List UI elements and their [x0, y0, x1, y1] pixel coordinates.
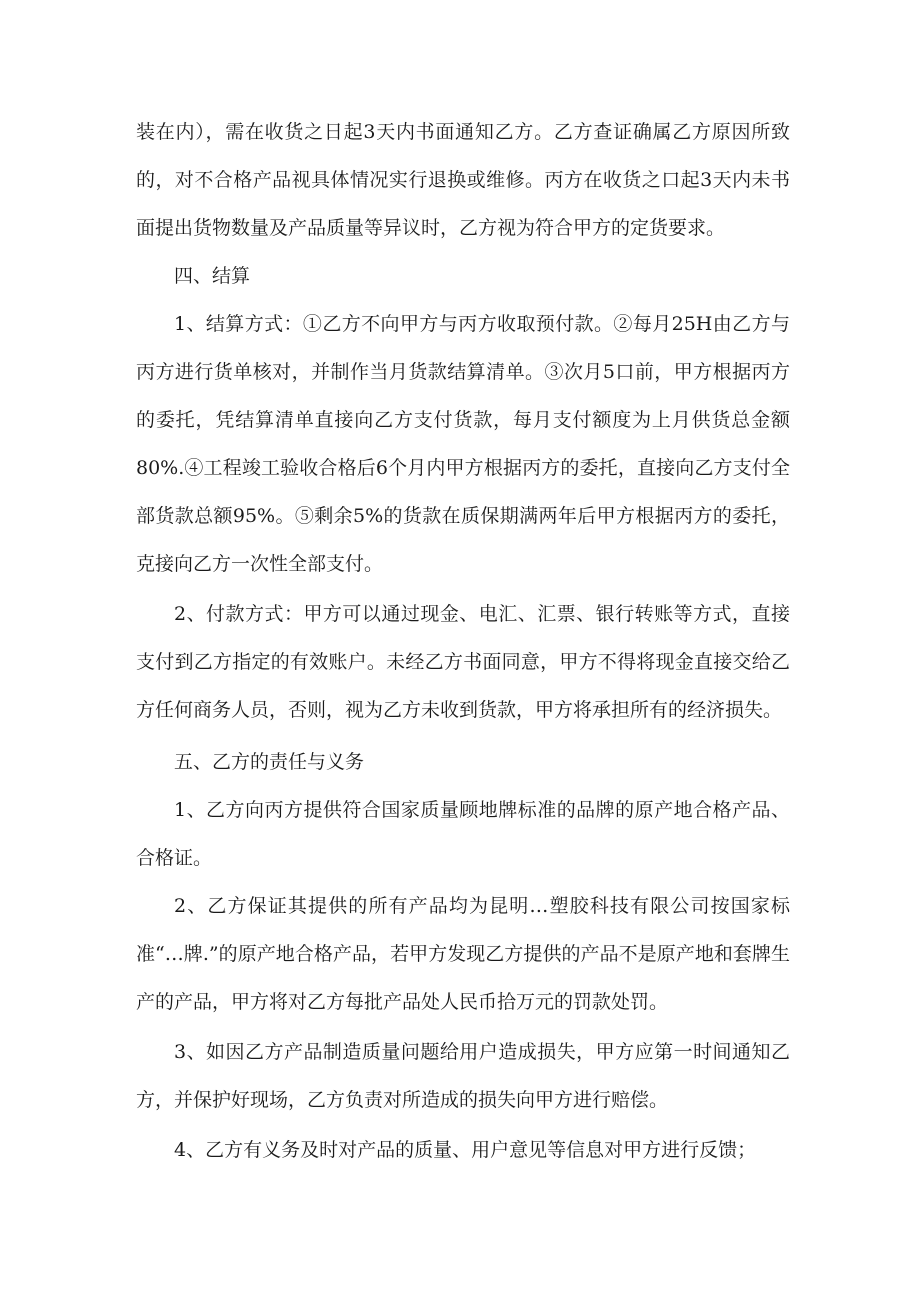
paragraph-payment-method: 2、付款方式：甲方可以通过现金、电汇、汇票、银行转账等方式，直接支付到乙方指定的有效账户。未经乙方书面同意，甲方不得将现金直接交给乙方任何商务人员，否则，视为乙方未收到货款，甲方将承担所有的经济损失。 [136, 603, 790, 721]
heading-settlement: 四、结算 [174, 265, 251, 287]
paragraph-duty-2: 2、乙方保证其提供的所有产品均为昆明…塑胶科技有限公司按国家标准“…牌.”的原产地合格产品，若甲方发现乙方提供的产品不是原产地和套牌生产的产品，甲方将对乙方每批产品处人民币拾万元的罚款处罚。 [136, 895, 790, 1013]
paragraph-settlement-method: 1、结算方式：①乙方不向甲方与丙方收取预付款。②每月25H由乙方与丙方进行货单核对，并制作当月货款结算清单。③次月5口前，甲方根据丙方的委托，凭结算清单直接向乙方支付货款，每月支付额度为上月供货总金额80%.④工程竣工验收合格后6个月内甲方根据丙方的委托，直接向乙方支付全部货款总额95%。⑤剩余5%的货款在质保期满两年后甲方根据丙方的委托，克接向乙方一次性全部支付。 [136, 313, 790, 575]
paragraph-duty-4: 4、乙方有义务及时对产品的质量、用户意见等信息对甲方进行反馈； [174, 1139, 757, 1161]
paragraph-receipt-notice: 装在内），需在收货之日起3天内书面通知乙方。乙方查证确属乙方原因所致的，对不合格产品视具体情况实行退换或维修。丙方在收货之口起3天内未书面提出货物数量及产品质量等异议时，乙方视为符合甲方的定货要求。 [136, 121, 790, 239]
paragraph-duty-3: 3、如因乙方产品制造质量问题给用户造成损失，甲方应第一时间通知乙方，并保护好现场，乙方负责对所造成的损失向甲方进行赔偿。 [136, 1041, 790, 1111]
paragraph-duty-1: 1、乙方向丙方提供符合国家质量顾地牌标准的品牌的原产地合格产品、合格证。 [136, 799, 790, 869]
heading-party-b-duties: 五、乙方的责任与义务 [174, 751, 365, 773]
